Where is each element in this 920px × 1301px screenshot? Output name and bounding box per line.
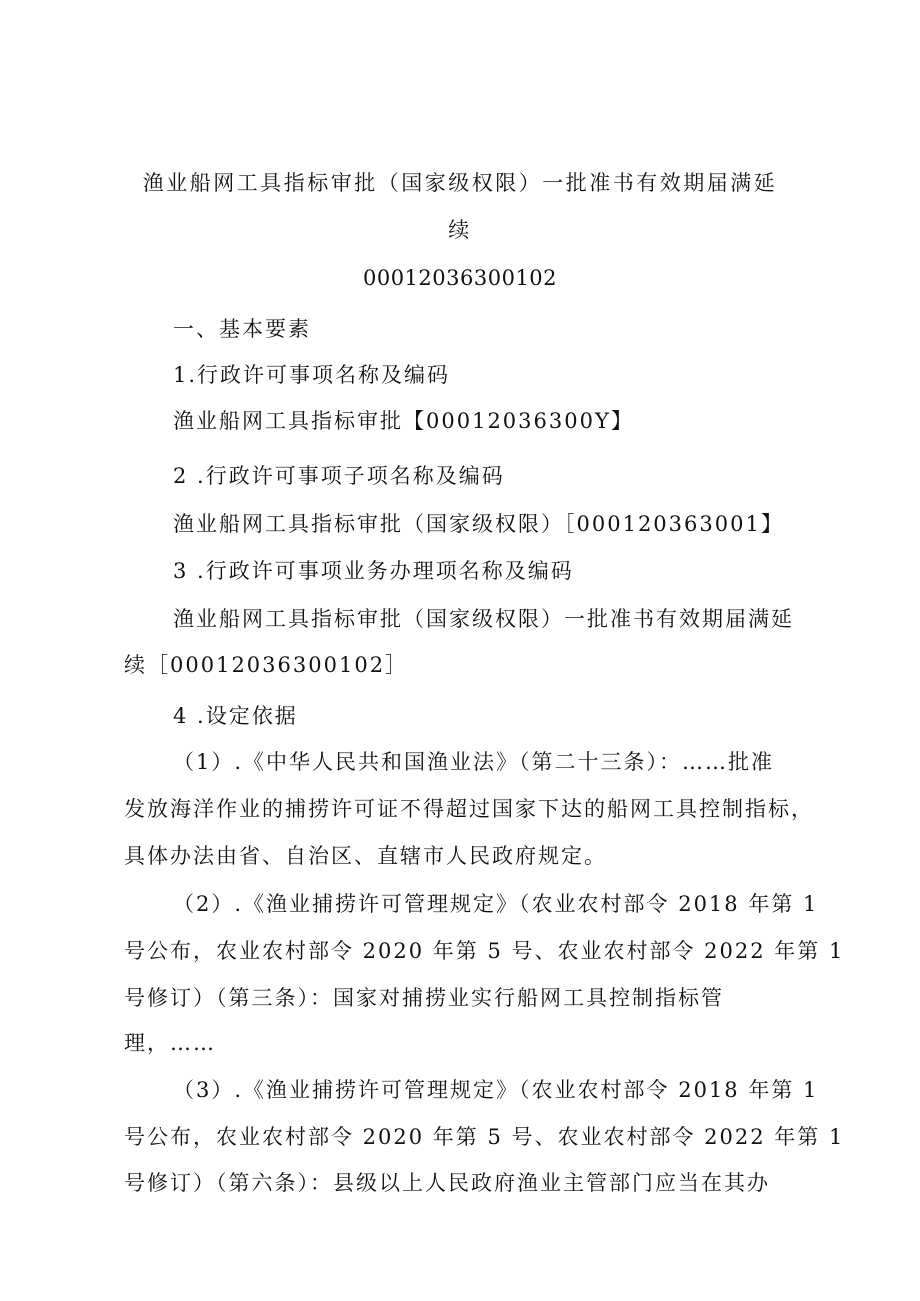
- item-3-heading: 3 .行政许可事项业务办理项名称及编码: [173, 559, 574, 583]
- item-4-heading: 4 .设定依据: [173, 704, 298, 728]
- basis-3-line-1: （3）.《渔业捕捞许可管理规定》（农业农村部令 2018 年第 1: [173, 1078, 819, 1102]
- item-3-value-line-1: 渔业船网工具指标审批（国家级权限）一批准书有效期届满延: [173, 607, 794, 631]
- basis-1-line-1: （1）.《中华人民共和国渔业法》（第二十三条）：……批准: [173, 750, 775, 774]
- basis-3-line-3: 号修订）（第六条）：县级以上人民政府渔业主管部门应当在其办: [124, 1171, 770, 1195]
- item-2-heading: 2 .行政许可事项子项名称及编码: [173, 464, 505, 488]
- basis-1-line-2: 发放海洋作业的捕捞许可证不得超过国家下达的船网工具控制指标，: [124, 797, 814, 821]
- item-1-value: 渔业船网工具指标审批【00012036300Y】: [173, 409, 634, 433]
- item-2-value: 渔业船网工具指标审批（国家级权限）［000120363001】: [173, 512, 784, 536]
- document-title-line-1: 渔业船网工具指标审批（国家级权限）一批准书有效期届满延: [142, 171, 778, 195]
- basis-2-line-1: （2）.《渔业捕捞许可管理规定》（农业农村部令 2018 年第 1: [173, 892, 819, 916]
- basis-2-line-4: 理，……: [124, 1031, 216, 1055]
- section-heading-basic-elements: 一、基本要素: [173, 317, 311, 341]
- document-title-code: 00012036300102: [362, 266, 558, 290]
- basis-2-line-2: 号公布，农业农村部令 2020 年第 5 号、农业农村部令 2022 年第 1: [124, 939, 845, 963]
- basis-3-line-2: 号公布，农业农村部令 2020 年第 5 号、农业农村部令 2022 年第 1: [124, 1125, 845, 1149]
- item-1-heading: 1.行政许可事项名称及编码: [173, 363, 451, 387]
- basis-1-line-3: 具体办法由省、自治区、直辖市人民政府规定。: [124, 844, 607, 868]
- document-title-line-2: 续: [448, 218, 472, 242]
- item-3-value-line-2: 续［00012036300102］: [124, 653, 409, 677]
- basis-2-line-3: 号修订）（第三条）：国家对捕捞业实行船网工具控制指标管: [124, 986, 724, 1010]
